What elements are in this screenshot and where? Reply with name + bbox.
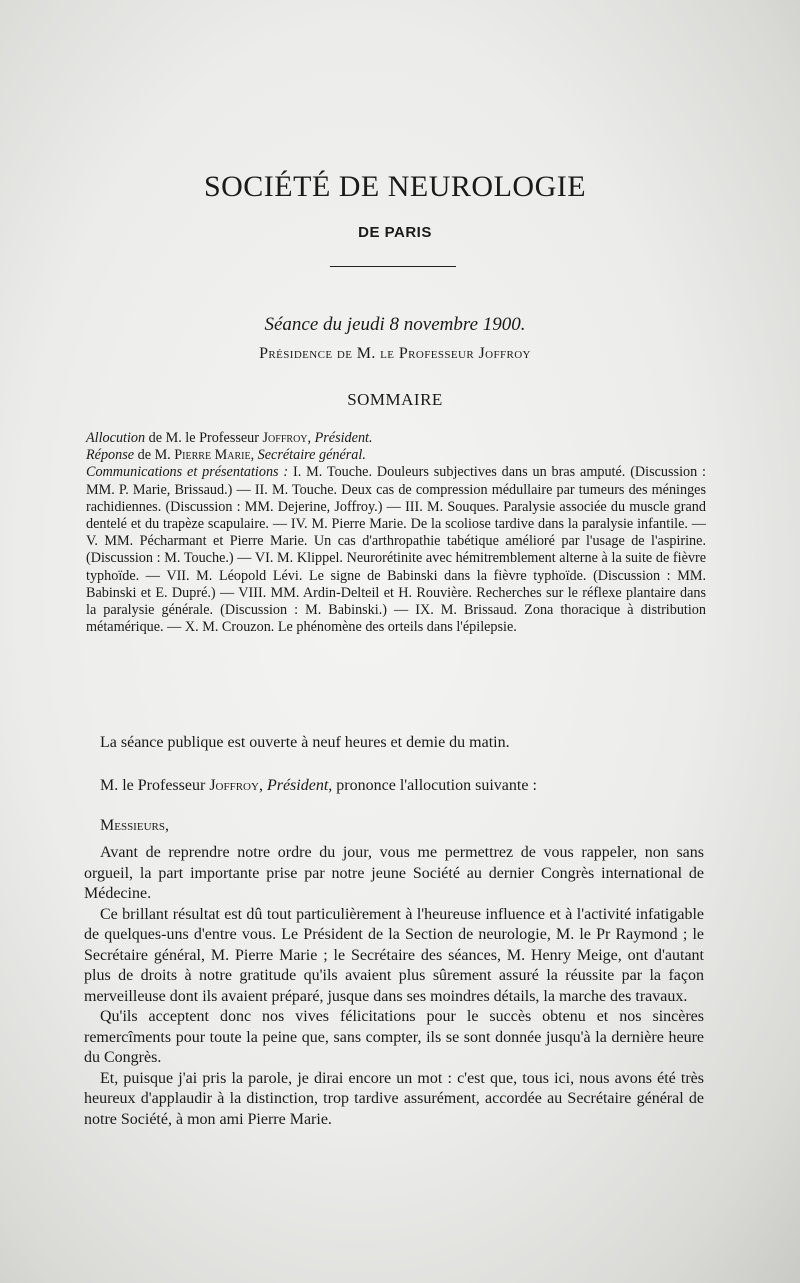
session-presidence: Présidence de M. le Professeur Joffroy	[259, 345, 531, 362]
page-title: SOCIÉTÉ DE NEUROLOGIE	[203, 170, 587, 203]
speech-body	[84, 843, 704, 1130]
opening-line-block	[84, 733, 704, 754]
reponse-role: Secrétaire général.	[257, 447, 366, 464]
sommaire-reponse	[86, 447, 706, 464]
sommaire-block	[86, 430, 706, 636]
reponse-label: Réponse	[86, 447, 135, 464]
speaker-role: Président,	[266, 777, 333, 794]
speech-paragraph: Ce brillant résultat est dû tout particulièrement à l'heureuse influence et à l'activité infatigable de quelques-uns d'entre vous. Le Président de la Section de neurologie, M. le Pr Raymond ; le Secrétaire général, M. Pierre Marie ; le Secrétaire des séances, M. Henry Meige, ont d'autant plus de droits à notre gratitude qu'ils avaient plus sûrement assuré la réussite par la façon merveilleuse dont ils avaient préparé, jusque dans ses moindres détails, la marche des travaux.	[84, 905, 704, 1005]
sommaire-allocution	[86, 430, 706, 447]
speech-paragraph: Avant de reprendre notre ordre du jour, vous me permettrez de vous rappeler, non sans orgueil, la part importante prise par notre jeune Société au dernier Congrès international de Médecine.	[84, 844, 704, 902]
speaker-comma: ,	[258, 777, 267, 794]
speaker-pre: M. le Professeur	[100, 777, 210, 794]
speech-paragraph: Qu'ils acceptent donc nos vives félicitations pour le succès obtenu et nos sincères remercîments pour toute la peine que, sans compter, ils se sont donnée jusqu'à la dernière heure du Congrès.	[84, 1008, 704, 1066]
reponse-name: Pierre Marie	[174, 447, 251, 464]
allocution-text: de M. le Professeur	[145, 430, 263, 446]
sommaire-communications	[86, 464, 706, 636]
communications-body: I. M. Touche. Douleurs subjectives dans un bras amputé. (Discussion : MM. P. Marie, Brissaud.) — II. M. Touche. Deux cas de compression médullaire par tumeurs des méninges rachidiennes. (Discussion : MM. Dejerine, Joffroy.) — III. M. Souques. Paralysie associée du muscle grand dentelé et du trapèze scapulaire. — IV. M. Pierre Marie. De la scoliose tardive dans la paralysie infantile. — V. MM. Pécharmant et Pierre Marie. Un cas d'arthropathie tabétique amélioré par l'usage de l'aspirine. (Discussion : M. Touche.) — VI. M. Klippel. Neurorétinite avec hémitremblement alterne à la suite de fièvre typhoïde. — VII. M. Léopold Lévi. Le signe de Babinski dans la fièvre typhoïde. (Discussion : MM. Babinski et E. Dupré.) — VIII. MM. Ardin-Delteil et H. Rouvière. Recherches sur le réflexe plantaire dans la paralysie générale. (Discussion : M. Babinski.) — IX. M. Brissaud. Zona thoracique à distribution métamérique. — X. M. Crouzon. Le phénomène des orteils dans l'épilepsie.	[86, 464, 706, 636]
speaker-post: prononce l'allocution suivante :	[332, 777, 537, 794]
allocution-role: Président.	[314, 430, 373, 446]
speaker-line-block	[84, 776, 704, 797]
opening-line: La séance publique est ouverte à neuf heures et demie du matin.	[100, 734, 510, 751]
salutation-block	[84, 816, 704, 837]
session-date: Séance du jeudi 8 novembre 1900.	[264, 314, 526, 335]
reponse-sep: ,	[250, 447, 258, 464]
allocution-name: Joffroy	[262, 430, 308, 446]
page-subtitle: DE PARIS	[358, 224, 432, 241]
speech-paragraph: Et, puisque j'ai pris la parole, je dirai encore un mot : c'est que, tous ici, nous avons été très heureux d'applaudir à la distinction, trop tardive assurément, accordée au Secrétaire général de notre Société, à mon ami Pierre Marie.	[84, 1069, 704, 1128]
reponse-text: de M.	[134, 447, 175, 464]
title-divider	[330, 266, 456, 267]
speaker-line	[84, 776, 704, 797]
allocution-sep: ,	[307, 430, 315, 446]
sommaire-heading: SOMMAIRE	[347, 390, 443, 409]
allocution-label: Allocution	[86, 430, 146, 446]
communications-label: Communications et présentations :	[86, 464, 289, 481]
speaker-name: Joffroy	[209, 777, 259, 794]
salutation: Messieurs,	[100, 817, 169, 834]
